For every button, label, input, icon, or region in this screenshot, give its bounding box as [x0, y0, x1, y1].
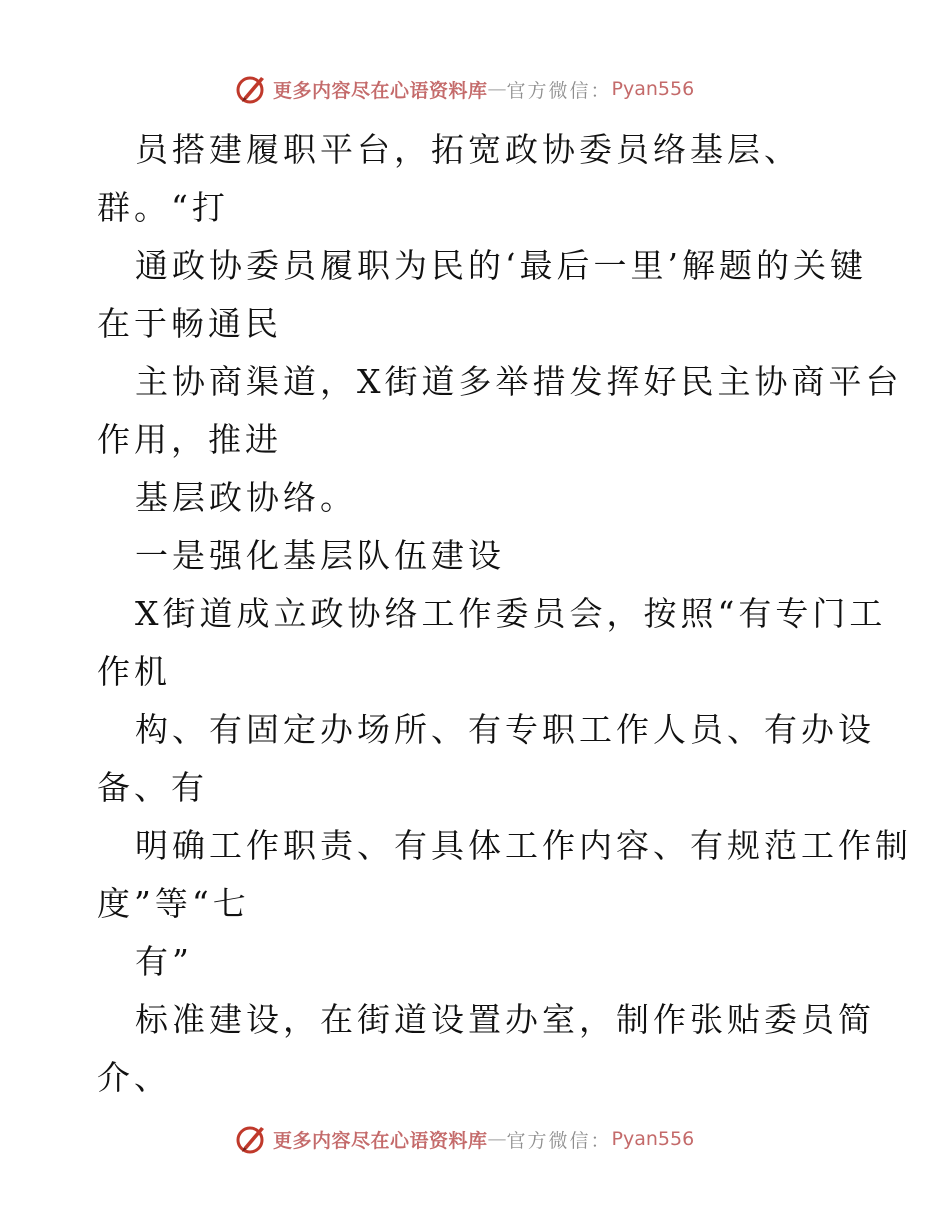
- watermark-rest-text: 官方微信：: [506, 1129, 612, 1152]
- watermark-rest-text: 官方微信：: [506, 79, 612, 102]
- watermark-main-text: 更多内容尽在心语资料库: [273, 1129, 488, 1152]
- body-line: 主协商渠道，X街道多举措发挥好民主协商平台: [135, 362, 903, 401]
- quill-logo-icon: [235, 1123, 267, 1155]
- body-line: 度”等“七: [97, 884, 250, 923]
- body-line: 在于畅通民: [97, 304, 282, 343]
- body-line: 明确工作职责、有具体工作内容、有规范工作制: [135, 826, 912, 865]
- watermark-separator: —: [487, 78, 507, 100]
- body-line: 作机: [97, 652, 171, 691]
- watermark-separator: —: [487, 1128, 507, 1150]
- watermark-main-text: 更多内容尽在心语资料库: [273, 79, 488, 102]
- section-heading: 一是强化基层队伍建设: [135, 536, 505, 575]
- body-line: 通政协委员履职为民的‘最后一里’解题的关键: [135, 246, 867, 285]
- body-line: 有”: [135, 942, 193, 981]
- footer-watermark: [235, 1122, 694, 1156]
- body-line: 基层政协络。: [135, 478, 357, 517]
- watermark-account: Pyan556: [611, 78, 695, 100]
- body-line: 备、有: [97, 768, 208, 807]
- watermark-account: Pyan556: [611, 1128, 695, 1150]
- body-line: 群。“打: [97, 188, 229, 227]
- body-line: 介、: [97, 1058, 171, 1097]
- body-line: 标准建设，在街道设置办室，制作张贴委员简: [135, 1000, 875, 1039]
- body-line: 员搭建履职平台，拓宽政协委员络基层、: [135, 130, 801, 169]
- body-line: 构、有固定办场所、有专职工作人员、有办设: [135, 710, 875, 749]
- body-line: X街道成立政协络工作委员会，按照“有专门工: [135, 594, 887, 633]
- body-line: 作用，推进: [97, 420, 282, 459]
